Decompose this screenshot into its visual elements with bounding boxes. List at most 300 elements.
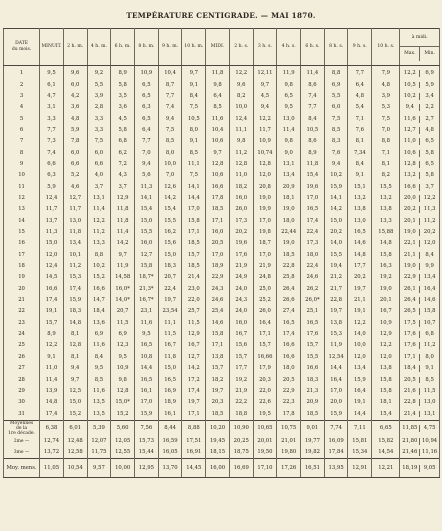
temperature-cell: 3,7 <box>87 181 111 192</box>
temperature-cell: 13,5 <box>87 408 111 420</box>
temperature-cell: 6,65 <box>372 420 400 436</box>
temperature-cell: 12,58 <box>63 447 87 459</box>
row-label: Moyennes de la 1re décade. <box>4 420 40 436</box>
extreme-cell <box>400 386 440 397</box>
temperature-cell: 24,0 <box>229 284 253 295</box>
temperature-cell: 16,0* <box>111 284 135 295</box>
temperature-cell: 12,2 <box>253 113 277 124</box>
temperature-cell: 8,0 <box>158 147 182 158</box>
temperature-cell: 16,1 <box>135 386 159 397</box>
temperature-cell: 15,0 <box>324 215 348 226</box>
temperature-cell: 19,0 <box>253 193 277 204</box>
temperature-cell: 22,9 <box>277 386 301 397</box>
temperature-cell: 19,8 <box>253 227 277 238</box>
min-value: 11,2 <box>423 342 436 349</box>
row-label: 18 <box>4 261 40 272</box>
temperature-cell: 12,3 <box>111 340 135 351</box>
hour-header: 10 h. m. <box>182 29 206 66</box>
day-row <box>4 318 440 329</box>
temperature-cell: 13,2 <box>372 193 400 204</box>
temperature-cell: 9,1 <box>348 170 372 181</box>
extreme-cell <box>400 159 440 170</box>
temperature-cell: 17,4 <box>40 295 64 306</box>
temperature-cell: 14,8 <box>40 397 64 408</box>
temperature-cell: 11,1 <box>158 318 182 329</box>
temperature-cell: 22,44 <box>277 227 301 238</box>
min-value: 13,0 <box>423 399 436 406</box>
row-label: 23 <box>4 318 40 329</box>
temperature-cell: 4,5 <box>111 113 135 124</box>
temperature-cell: 8,5 <box>158 136 182 147</box>
temperature-cell: 11,05 <box>40 459 64 478</box>
temperature-cell: 6,4 <box>206 91 230 102</box>
temperature-cell: 6,0 <box>324 102 348 113</box>
max-value: 21,80 <box>400 438 420 445</box>
row-label: 20 <box>4 284 40 295</box>
temperature-cell: 8,5 <box>206 102 230 113</box>
extreme-cell <box>400 79 440 90</box>
day-row <box>4 181 440 192</box>
min-value: 5,8 <box>425 172 434 179</box>
temperature-cell: 16,6 <box>40 284 64 295</box>
max-value: 17,5 <box>400 320 420 327</box>
extreme-cell <box>400 136 440 147</box>
temperature-cell: 9,8 <box>229 136 253 147</box>
temperature-cell: 24,3 <box>229 295 253 306</box>
row-label: 6 <box>4 125 40 136</box>
temperature-cell: 7,6 <box>324 147 348 158</box>
temperature-cell: 12,55 <box>111 447 135 459</box>
day-row <box>4 261 440 272</box>
temperature-cell: 7,0 <box>135 147 159 158</box>
temperature-cell: 15,2 <box>87 272 111 283</box>
temperature-cell: 7,7 <box>301 102 325 113</box>
temperature-cell: 13,72 <box>40 447 64 459</box>
temperature-cell: 9,7 <box>111 250 135 261</box>
temperature-cell: 20,0 <box>324 397 348 408</box>
temperature-cell: 11,4 <box>111 227 135 238</box>
temperature-cell: 7,5 <box>324 113 348 124</box>
temperature-cell: 14,6 <box>348 238 372 249</box>
extreme-cell <box>400 261 440 272</box>
temperature-cell: 8,9 <box>40 329 64 340</box>
min-value: 8,5 <box>425 376 434 383</box>
temperature-cell: 15,5 <box>372 181 400 192</box>
temperature-cell: 11,0 <box>40 363 64 374</box>
temperature-cell: 6,01 <box>63 420 87 436</box>
row-label: 25 <box>4 340 40 351</box>
max-value: 22,1 <box>400 240 420 247</box>
temperature-cell: 3,9 <box>87 91 111 102</box>
temperature-cell: 8,2 <box>229 91 253 102</box>
temperature-cell: 15,34 <box>348 447 372 459</box>
temperature-cell: 21,01 <box>277 436 301 447</box>
min-value: 8,4 <box>425 251 434 258</box>
temperature-cell: 18,1 <box>372 397 400 408</box>
temperature-cell: 19,77 <box>301 436 325 447</box>
max-value: 21,6 <box>400 388 420 395</box>
temperature-cell: 17,7 <box>348 261 372 272</box>
temperature-cell: 10,0 <box>229 102 253 113</box>
temperature-cell: 10,9 <box>372 318 400 329</box>
temperature-cell: 16,6 <box>301 363 325 374</box>
min-value: 3,7 <box>425 183 434 190</box>
temperature-cell: 10,9 <box>111 363 135 374</box>
temperature-cell: 10,2 <box>324 170 348 181</box>
temperature-cell: 11,8 <box>301 159 325 170</box>
temperature-cell: 11,7 <box>253 125 277 136</box>
temperature-cell: 11,8 <box>63 227 87 238</box>
max-value: 10,2 <box>400 93 420 100</box>
row-label: 10 <box>4 170 40 181</box>
row-label: 8 <box>4 147 40 158</box>
temperature-cell: 7,5 <box>182 170 206 181</box>
temperature-cell: 12,7 <box>135 250 159 261</box>
temperature-cell: 4,3 <box>111 170 135 181</box>
row-label: 16 <box>4 238 40 249</box>
temperature-cell: 20,7 <box>111 306 135 317</box>
temperature-cell: 15,0 <box>135 215 159 226</box>
max-value: 26,4 <box>400 297 420 304</box>
row-label: 14 <box>4 215 40 226</box>
table-body <box>4 66 440 478</box>
max-header: Max. <box>400 47 420 61</box>
temperature-cell: 5,39 <box>87 420 111 436</box>
extreme-cell <box>400 284 440 295</box>
temperature-cell: 12,8 <box>206 159 230 170</box>
temperature-cell: 19,9 <box>253 204 277 215</box>
max-value: 9,4 <box>400 104 420 111</box>
temperature-cell: 18,75 <box>229 447 253 459</box>
temperature-cell: 5,60 <box>111 420 135 436</box>
temperature-cell: 14,0* <box>111 295 135 306</box>
temperature-cell: 16,5 <box>135 340 159 351</box>
temperature-cell: 15,7 <box>301 340 325 351</box>
temperature-cell: 6,9 <box>111 329 135 340</box>
temperature-cell: 7,34 <box>348 147 372 158</box>
day-row <box>4 91 440 102</box>
temperature-cell: 9,5 <box>135 329 159 340</box>
temperature-cell: 16,6 <box>87 284 111 295</box>
monthly-average-row <box>4 459 440 478</box>
temperature-cell: 24,6 <box>301 272 325 283</box>
temperature-cell: 15,8 <box>372 386 400 397</box>
min-value: 14,6 <box>423 297 436 304</box>
extreme-cell <box>400 193 440 204</box>
temperature-cell: 9,7 <box>182 66 206 80</box>
temperature-cell: 22,0 <box>253 386 277 397</box>
temperature-cell: 13,4 <box>277 170 301 181</box>
temperature-cell: 6,4 <box>348 79 372 90</box>
max-value: 26,1 <box>400 286 420 293</box>
min-value: 6,9 <box>425 70 434 77</box>
temperature-cell: 17,4 <box>301 215 325 226</box>
hour-header: MIDI. <box>206 29 230 66</box>
temperature-cell: 14,4 <box>348 408 372 420</box>
row-label: 17 <box>4 250 40 261</box>
temperature-cell: 10,5 <box>182 113 206 124</box>
row-label: 12 <box>4 193 40 204</box>
temperature-cell: 15,0 <box>63 397 87 408</box>
temperature-cell: 12,11 <box>253 66 277 80</box>
temperature-cell: 22,4 <box>301 227 325 238</box>
temperature-cell: 12,7 <box>182 352 206 363</box>
temperature-cell: 2,8 <box>87 102 111 113</box>
temperature-cell: 3,6 <box>111 102 135 113</box>
min-value: 6,8 <box>425 331 434 338</box>
temperature-cell: 15,5 <box>301 352 325 363</box>
temperature-cell: 23,0 <box>182 284 206 295</box>
temperature-cell: 16,59 <box>158 436 182 447</box>
temperature-cell: 14,7 <box>87 295 111 306</box>
min-value: 9,9 <box>425 263 434 270</box>
min-value: 20,2 <box>423 229 436 236</box>
extreme-cell <box>400 318 440 329</box>
temperature-cell: 15,7 <box>182 250 206 261</box>
temperature-cell: 9,4 <box>63 363 87 374</box>
temperature-cell: 7,4 <box>40 147 64 158</box>
decade-average-row <box>4 420 440 436</box>
min-value: 6,5 <box>425 138 434 145</box>
temperature-cell: 9,5 <box>277 102 301 113</box>
temperature-cell: 8,7 <box>158 79 182 90</box>
temperature-cell: 6,2 <box>111 147 135 158</box>
temperature-cell: 13,0 <box>63 215 87 226</box>
temperature-cell: 12,5 <box>63 386 87 397</box>
temperature-cell: 17,0 <box>182 204 206 215</box>
temperature-cell: 17,26 <box>277 459 301 478</box>
temperature-cell: 6,0 <box>63 147 87 158</box>
temperature-cell: 10,5 <box>301 125 325 136</box>
temperature-cell: 18,0 <box>277 215 301 226</box>
row-label: 28 <box>4 374 40 385</box>
temperature-cell: 22,6 <box>253 397 277 408</box>
temperature-cell: 9,1 <box>182 136 206 147</box>
temperature-cell: 16,9 <box>158 386 182 397</box>
page-title: TEMPÉRATURE CENTIGRADE. — MAI 1870. <box>126 11 316 20</box>
row-label: 3me — <box>4 447 40 459</box>
extreme-cell <box>400 447 440 459</box>
temperature-cell: 15,82 <box>372 436 400 447</box>
max-value: 10,5 <box>400 82 420 89</box>
temperature-cell: 10,74 <box>253 147 277 158</box>
temperature-cell: 11,5 <box>158 329 182 340</box>
max-value: 20,5 <box>400 377 420 384</box>
day-row <box>4 329 440 340</box>
temperature-cell: 10,9 <box>135 66 159 80</box>
temperature-cell: 9,8 <box>277 136 301 147</box>
hour-header: 8 h. s. <box>324 29 348 66</box>
temperature-cell: 9,8 <box>277 79 301 90</box>
temperature-cell: 22,0 <box>182 295 206 306</box>
temperature-cell: 4,8 <box>348 91 372 102</box>
temperature-cell: 23,1 <box>135 306 159 317</box>
temperature-cell: 14,6 <box>206 318 230 329</box>
temperature-cell: 6,3 <box>40 170 64 181</box>
temperature-cell: 22,4 <box>158 284 182 295</box>
extreme-cell <box>400 374 440 385</box>
temperature-cell: 26,4 <box>277 284 301 295</box>
min-value: 11,16 <box>422 449 438 456</box>
extreme-header: à midi. Max. Min. <box>400 29 440 66</box>
min-value: 10,7 <box>423 319 436 326</box>
temperature-cell: 15,5 <box>158 215 182 226</box>
hour-header: 9 h. s. <box>348 29 372 66</box>
max-value: 21,46 <box>400 449 420 456</box>
max-value: 11,85 <box>400 425 420 432</box>
temperature-cell: 18,3 <box>63 306 87 317</box>
temperature-cell: 25,2 <box>253 295 277 306</box>
min-value: 2,2 <box>425 104 434 111</box>
temperature-cell: 14,1 <box>182 181 206 192</box>
temperature-cell: 3,1 <box>40 102 64 113</box>
max-value: 12,8 <box>400 161 420 168</box>
temperature-cell: 14,1 <box>135 193 159 204</box>
temperature-cell: 17,4 <box>40 408 64 420</box>
temperature-cell: 13,0 <box>277 113 301 124</box>
temperature-cell: 17,10 <box>253 459 277 478</box>
temperature-cell: 11,1 <box>182 159 206 170</box>
temperature-cell: 18,5 <box>277 250 301 261</box>
temperature-cell: 12,2 <box>229 66 253 80</box>
temperature-cell: 13,70 <box>158 459 182 478</box>
temperature-cell: 21,9 <box>229 261 253 272</box>
temperature-cell: 15,0 <box>40 238 64 249</box>
temperature-cell: 19,6 <box>229 238 253 249</box>
temperature-cell: 16,0 <box>135 238 159 249</box>
temperature-cell: 10,20 <box>206 420 230 436</box>
min-value: 4,75 <box>423 424 436 431</box>
temperature-cell: 11,6 <box>87 340 111 351</box>
row-label: 5 <box>4 113 40 124</box>
day-row <box>4 215 440 226</box>
temperature-cell: 9,8 <box>206 79 230 90</box>
temperature-cell: 18,0 <box>301 250 325 261</box>
temperature-cell: 18,3 <box>301 374 325 385</box>
temperature-cell: 8,6 <box>301 79 325 90</box>
temperature-cell: 7,1 <box>372 147 400 158</box>
temperature-cell: 10,6 <box>206 170 230 181</box>
temperature-cell: 13,95 <box>324 459 348 478</box>
temperature-cell: 16,5 <box>158 374 182 385</box>
day-row <box>4 102 440 113</box>
temperature-cell: 22,4 <box>301 261 325 272</box>
temperature-cell: 11,2 <box>87 227 111 238</box>
temperature-cell: 14,0 <box>348 329 372 340</box>
temperature-cell: 3,3 <box>87 113 111 124</box>
temperature-cell: 16,6 <box>277 352 301 363</box>
min-value: 13,4 <box>423 274 436 281</box>
temperature-cell: 13,0 <box>348 215 372 226</box>
extreme-cell <box>400 272 440 283</box>
temperature-cell: 16,51 <box>301 459 325 478</box>
min-value: 11,3 <box>423 206 436 213</box>
temperature-cell: 21,2 <box>324 272 348 283</box>
temperature-cell: 15,3 <box>324 329 348 340</box>
temperature-cell: 25,4 <box>206 306 230 317</box>
temperature-cell: 15,4 <box>301 170 325 181</box>
temperature-cell: 15,2 <box>111 408 135 420</box>
temperature-cell: 16,1 <box>158 408 182 420</box>
temperature-cell: 16,4 <box>253 318 277 329</box>
temperature-cell: 15,6 <box>229 340 253 351</box>
min-value: 10,94 <box>422 437 438 444</box>
temperature-cell: 3,3 <box>87 125 111 136</box>
max-value: 22,9 <box>400 274 420 281</box>
extreme-cell <box>400 227 440 238</box>
temperature-cell: 20,01 <box>253 436 277 447</box>
temperature-cell: 19,1 <box>348 397 372 408</box>
max-value: 26,5 <box>400 308 420 315</box>
temperature-cell: 16,5 <box>135 374 159 385</box>
temperature-cell: 20,2 <box>324 227 348 238</box>
temperature-cell: 5,2 <box>63 170 87 181</box>
temperature-cell: 18,9 <box>206 261 230 272</box>
temperature-cell: 3,9 <box>372 91 400 102</box>
temperature-cell: 4,8 <box>63 113 87 124</box>
extreme-cell <box>400 125 440 136</box>
hour-header: 3 h. s. <box>253 29 277 66</box>
day-row <box>4 227 440 238</box>
temperature-cell: 18,15 <box>206 447 230 459</box>
temperature-cell: 16,69 <box>229 459 253 478</box>
temperature-cell: 12,2 <box>348 318 372 329</box>
temperature-cell: 19,7 <box>348 284 372 295</box>
temperature-cell: 18,4 <box>87 306 111 317</box>
temperature-cell: 12,0 <box>253 170 277 181</box>
temperature-cell: 7,7 <box>135 136 159 147</box>
temperature-cell: 6,1 <box>40 79 64 90</box>
temperature-cell: 15,7 <box>253 340 277 351</box>
temperature-cell: 19,5 <box>253 408 277 420</box>
temperature-cell: 7,7 <box>348 66 372 80</box>
temperature-cell: 7,5 <box>158 125 182 136</box>
temperature-cell: 18,7 <box>253 238 277 249</box>
temperature-cell: 15,1 <box>348 181 372 192</box>
max-value: 17,6 <box>400 342 420 349</box>
hour-header: 6 h. m. <box>111 29 135 66</box>
row-label: 22 <box>4 306 40 317</box>
temperature-cell: 17,0 <box>253 250 277 261</box>
temperature-cell: 11,3 <box>40 227 64 238</box>
temperature-cell: 13,2 <box>348 193 372 204</box>
temperature-cell: 12,7 <box>63 193 87 204</box>
temperature-cell: 12,8 <box>63 340 87 351</box>
temperature-cell: 18,5 <box>301 408 325 420</box>
hour-header: MINUIT. <box>40 29 64 66</box>
temperature-cell: 20,25 <box>229 436 253 447</box>
temperature-cell: 16,0 <box>229 193 253 204</box>
temperature-cell: 16,5 <box>301 318 325 329</box>
temperature-cell: 16,0 <box>229 318 253 329</box>
temperature-cell: 10,00 <box>111 459 135 478</box>
temperature-cell: 15,8 <box>206 329 230 340</box>
day-row <box>4 284 440 295</box>
temperature-cell: 11,4 <box>40 374 64 385</box>
temperature-cell: 3,6 <box>63 102 87 113</box>
temperature-cell: 8,8 <box>372 136 400 147</box>
row-label: 1 <box>4 66 40 80</box>
temperature-cell: 27,4 <box>277 306 301 317</box>
row-label: 27 <box>4 363 40 374</box>
max-value: 18,19 <box>400 465 420 472</box>
max-value: 21,4 <box>400 411 420 418</box>
temperature-cell: 15,44 <box>135 447 159 459</box>
temperature-cell: 12,48 <box>63 436 87 447</box>
temperature-cell: 8,3 <box>324 136 348 147</box>
temperature-cell: 12,8 <box>253 159 277 170</box>
temperature-cell: 8,8 <box>87 250 111 261</box>
